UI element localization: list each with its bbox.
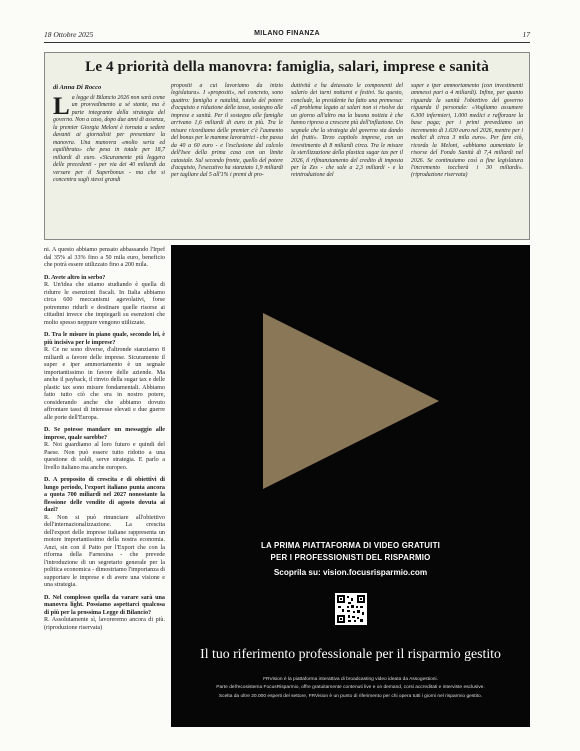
interview-column [44, 247, 165, 632]
interview-question: D. A proposito di crescita e di obiettivi di lungo periodo, l'export italiano punta ancora a quota 700 miliardi nel 2027 nonostante la flessione delle vendite di agosto dovuta ai dazi? [44, 477, 165, 513]
drop-cap: L [53, 93, 70, 120]
header-rule [44, 42, 530, 43]
ad-headline-line-2: PER I PROFESSIONISTI DEL RISPARMIO [270, 553, 431, 562]
article-column-2: propositi a cui lavoriamo da inizio legislatura». I «propositi», nel concreto, sono quattro: famiglia e natalità, tutela del potere d'acquisto e riduzione delle tasse, sostegno alle imprese e sanità. Per il sostegno alle famiglie arrivano 1,6 miliardi di euro in più. Tra le misure ricordiamo delle premier c'è l'aumento del bonus per le mamme lavoratrici - che passa da 40 a 60 euro - e l'esclusione dal calcolo dell'Isee della prima casa con un limite catastale. Sul secondo fronte, quello del potere d'acquisto, l'esecutivo ha stanziato 1,9 miliardi per tagliare dal 5 all'1% i premi di pro- [171, 83, 283, 179]
interview-answer: R. Noi guardiamo al loro futuro e quindi del Paese. Non può essere tutto ridotto a una questione di soldi, serve strategia. E parlo a livello italiano ma anche europeo. [44, 442, 165, 471]
publication-name: MILANO FINANZA [254, 30, 320, 37]
ad-headline-line-1: LA PRIMA PIATTAFORMA DI VIDEO GRATUITI [261, 541, 440, 550]
play-icon[interactable] [263, 313, 439, 489]
article-headline: Le 4 priorità della manovra: famiglia, salari, imprese e sanità [85, 58, 489, 75]
qr-code-icon[interactable] [335, 593, 367, 625]
ad-fine-line: FRVision è la piattaforma interattiva di broadcasting video ideata da Assogestioni. [263, 677, 438, 682]
frvision-advertisement[interactable] [171, 245, 530, 727]
article-column-1 [53, 95, 165, 184]
interview-question: D. Tra le misure in piano quale, secondo lei, è più incisiva per le imprese? [44, 332, 165, 346]
interview-lead: ni. A questo abbiamo pensato abbassando l'Irpef dal 35% al 33% fino a 50 mila euro, beneficio che potrà essere utilizzato fino a 200 mila. [44, 247, 165, 268]
ad-fine-print [181, 676, 520, 701]
interview-answer: R. Non si può rinunciare all'obiettivo dell'internazionalizzazione. La crescita dell'export delle imprese italiane rappresenta un motore importantissimo della nostra economia. Anzi, sin con il Patto per l'Export che con la riforma della Farnesina - che prevede l'introduzione di un segretario generale per la politica economica - dimostriamo l'importanza di supportare le imprese e di avere una visione e una strategia. [44, 514, 165, 588]
interview-question: D. Nel complesso quella da varare sarà una manovra light. Possiamo aspettarci qualcosa di più per la prossima Legge di Bilancio? [44, 594, 165, 616]
interview-question: D. Se potesse mandare un messaggio alle imprese, quale sarebbe? [44, 427, 165, 441]
interview-answer: R. Assolutamente sì, lavoreremo ancora di più. (riproduzione riservata) [44, 617, 165, 631]
column-1-text: a legge di Bilancio 2026 non sarà come un provvedimento a sé stante, ma è parte integrante della strategia del governo. Non a caso, dopo due anni di assenza, la premier Giorgia Meloni è tornata a sedere davanti ai giornalisti per presentare la manovra. Una manovra «molto seria ed equilibrata» che pesa in totale per 18,7 miliardi di euro. «Sicuramente più leggera delle precedenti - per via dei 40 miliardi da versare per il Superbonus - ma che si concentra sugli stessi grandi [53, 95, 166, 183]
ad-fine-line: Scelta da oltre 20.000 esperti del settore, FRVision è un punto di riferimento per chi opera tutti i giorni nel risparmio gestito. [218, 693, 483, 699]
article-column-4: super e iper ammortamento (con investimenti ammessi pari a 4 miliardi). Infine, per quanto riguarda la sanità l'obiettivo del governo riguarda il personale: «Vogliamo assumere 6.300 infermieri, 1.000 medici e rafforzare la base paga; per i primi prevediamo un incremento di 1.630 euro nel 2026, mentre per i medici di circa 3 mila euro». Per fare ciò, ricorda la Meloni, «abbiamo aumentato le risorse del Fondo Sanità di 7,4 miliardi nel 2026. Se continuiamo così a fine legislatura l'incremento toccherà i 30 miliardi». (riproduzione riservata) [411, 83, 523, 179]
interview-answer: R. Ce ne sono diverse, d'altronde stanziamo 8 miliardi a favore delle imprese. Sicuramente il super e iper ammortamento è un segnale importantissimo in favore delle aziende. Ma anche il payback, il rinvio della sugar tax e delle plastic tax sono misure fondamentali. Abbiamo fatto tutto ciò che era in nostro potere, considerando anche che abbiamo dovuto affrontare tassi di interesse elevati e due guerre alle porte dell'Europa. [44, 347, 165, 421]
ad-fine-line: Parte dell'ecosistema FocusRisparmio, offre gratuitamente contenuti live e on demand, corsi accreditati e interviste esclusive. [216, 685, 485, 691]
page-number: 17 [522, 30, 530, 39]
issue-date: 18 Ottobre 2025 [44, 30, 94, 39]
interview-answer: R. Un'idea che stiamo studiando è quella di ridurre le esenzioni fiscali. In Italia abbiamo circa 600 meccanismi agevolativi, forse potremmo ridurli e destinare quelle risorse ai cittadini invece che impiegarli su esenzioni che molto spesso neppure vengono utilizzate. [44, 282, 165, 326]
article-box [44, 52, 530, 240]
interview-question: D. Avete altro in serbo? [44, 274, 106, 281]
article-column-3: duttività e ha detassato le componenti del salario dei turni notturni e festivi. Su questo, conclude, la presidente ha fatto una premessa: «Il problema legato ai salari non si risolve da un giorno all'altro ma la buona notizia è che hanno ripreso a crescere più dell'inflazione. Un segnale che la strategia del governo sta dando dei frutti». Terzo capitolo imprese, con un investimento di 8 miliardi circa. Tra le misure la sterilizzazione della plastica sugar tax per il 2026, il rifinanziamento del credito di imposta per la Zes - che sale a 2,3 miliardi - e la reintroduzione del [291, 83, 403, 179]
ad-cta-link[interactable]: Scoprila su: vision.focusrisparmio.com [273, 568, 428, 577]
article-byline: di Anna Di Rocco [53, 84, 102, 91]
ad-tagline: Il tuo riferimento professionale per il risparmio gestito [200, 646, 501, 661]
